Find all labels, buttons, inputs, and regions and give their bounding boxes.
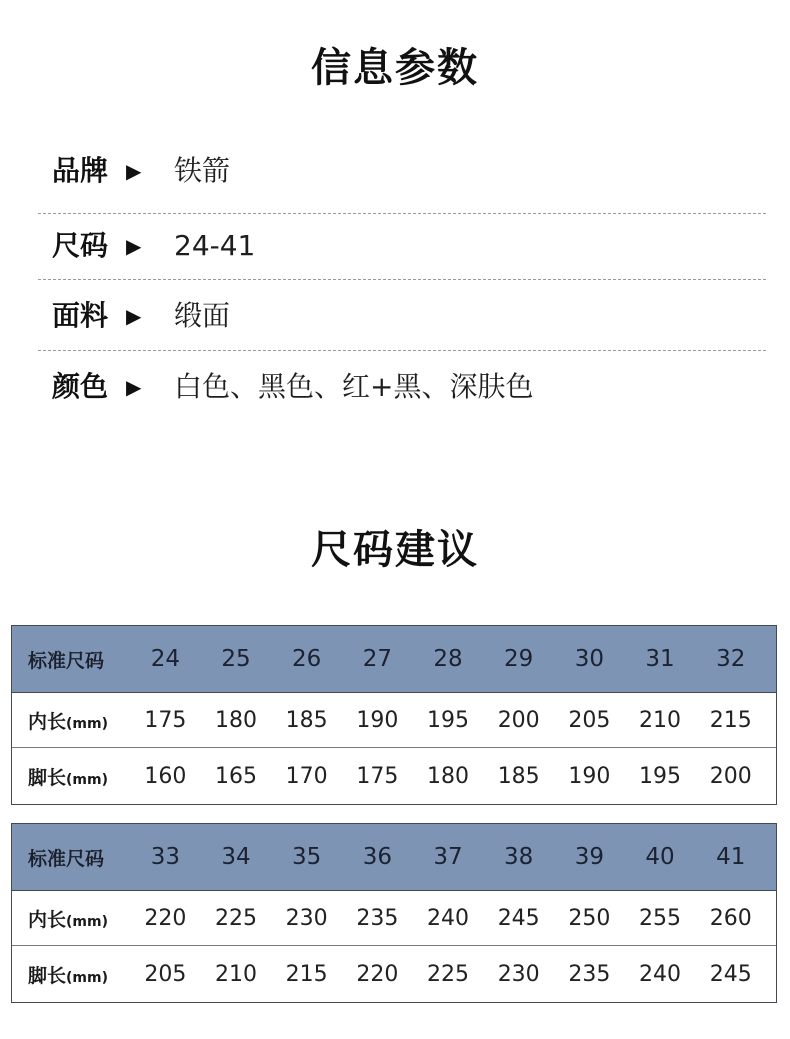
inner-length-cell: 235 [356, 905, 399, 931]
foot-length-label [12, 763, 130, 790]
size-header-row [12, 626, 776, 693]
foot-length-cell: 190 [568, 763, 611, 789]
info-value: 白色、黑色、红+黑、深肤色 [174, 370, 534, 403]
foot-length-cell: 240 [639, 961, 682, 987]
size-cell: 39 [574, 844, 604, 870]
info-label: 面料 [52, 299, 109, 332]
inner-length-cell: 240 [427, 905, 470, 931]
inner-length-cell: 250 [568, 905, 611, 931]
inner-length-cell: 190 [356, 707, 399, 733]
foot-length-cell: 185 [497, 763, 540, 789]
size-cell: 24 [150, 646, 180, 672]
size-cell: 30 [574, 646, 604, 672]
triangle-right-icon: ▶ [126, 159, 142, 183]
inner-length-label [12, 707, 130, 734]
size-cell: 40 [645, 844, 675, 870]
foot-length-cell: 245 [709, 961, 752, 987]
size-cell: 34 [221, 844, 251, 870]
inner-length-row [12, 693, 776, 748]
foot-length-cell: 235 [568, 961, 611, 987]
dashed-divider [38, 279, 766, 280]
foot-length-label [12, 961, 130, 988]
foot-length-cell: 220 [356, 961, 399, 987]
size-cell: 26 [292, 646, 322, 672]
size-cell: 35 [292, 844, 322, 870]
size-header-row [12, 824, 776, 891]
foot-length-cell: 210 [215, 961, 257, 987]
foot-length-cell: 200 [709, 763, 752, 789]
size-cell: 37 [433, 844, 463, 870]
inner-length-cell: 220 [144, 905, 187, 931]
unit-text: (mm) [66, 969, 108, 986]
info-label: 颜色 [52, 370, 109, 403]
foot-length-row [12, 946, 776, 1002]
info-row-fabric [52, 296, 230, 336]
unit-text: (mm) [66, 771, 108, 788]
inner-length-cell: 180 [215, 707, 257, 733]
dashed-divider [38, 350, 766, 351]
size-table [11, 625, 777, 805]
inner-length-cell: 185 [285, 707, 328, 733]
info-value: 缎面 [174, 299, 231, 332]
info-row-brand [52, 151, 230, 191]
info-row-size [52, 226, 255, 266]
size-cell: 36 [362, 844, 392, 870]
foot-length-text: 脚长 [28, 964, 67, 987]
inner-length-cell: 260 [709, 905, 752, 931]
triangle-right-icon: ▶ [126, 375, 142, 399]
inner-length-text: 内长 [28, 710, 67, 733]
inner-length-cell: 175 [144, 707, 187, 733]
info-label: 品牌 [52, 154, 109, 187]
info-section-title: 信息参数 [311, 45, 479, 91]
unit-text: (mm) [66, 715, 108, 732]
inner-length-cell: 205 [568, 707, 611, 733]
inner-length-cell: 255 [639, 905, 682, 931]
size-cell: 32 [716, 646, 746, 672]
info-value: 24-41 [174, 229, 256, 262]
foot-length-cell: 170 [285, 763, 328, 789]
triangle-right-icon: ▶ [126, 234, 142, 258]
inner-length-cell: 210 [639, 707, 682, 733]
size-cell: 31 [645, 646, 675, 672]
foot-length-row [12, 748, 776, 804]
unit-text: (mm) [66, 913, 108, 930]
header-label: 标准尺码 [28, 847, 105, 870]
size-cell: 27 [362, 646, 392, 672]
foot-length-text: 脚长 [28, 766, 67, 789]
inner-length-label [12, 905, 130, 932]
foot-length-cell: 230 [497, 961, 540, 987]
inner-length-cell: 215 [709, 707, 752, 733]
size-cell: 29 [504, 646, 534, 672]
inner-length-cell: 195 [427, 707, 470, 733]
size-cell: 25 [221, 646, 251, 672]
foot-length-cell: 225 [427, 961, 470, 987]
size-section-title: 尺码建议 [311, 527, 479, 573]
triangle-right-icon: ▶ [126, 304, 142, 328]
foot-length-cell: 215 [285, 961, 328, 987]
foot-length-cell: 205 [144, 961, 187, 987]
size-table [11, 823, 777, 1003]
dashed-divider [38, 213, 766, 214]
inner-length-cell: 245 [497, 905, 540, 931]
info-label: 尺码 [52, 229, 109, 262]
foot-length-cell: 180 [427, 763, 470, 789]
info-value: 铁箭 [174, 154, 231, 187]
foot-length-cell: 195 [639, 763, 682, 789]
header-label: 标准尺码 [28, 649, 105, 672]
foot-length-cell: 160 [144, 763, 187, 789]
size-cell: 38 [504, 844, 534, 870]
inner-length-text: 内长 [28, 908, 67, 931]
foot-length-cell: 165 [215, 763, 257, 789]
inner-length-cell: 200 [497, 707, 540, 733]
inner-length-row [12, 891, 776, 946]
size-cell: 33 [150, 844, 180, 870]
size-cell: 41 [716, 844, 746, 870]
size-cell: 28 [433, 646, 463, 672]
info-row-color [52, 367, 533, 407]
inner-length-cell: 230 [285, 905, 328, 931]
foot-length-cell: 175 [356, 763, 399, 789]
inner-length-cell: 225 [215, 905, 257, 931]
